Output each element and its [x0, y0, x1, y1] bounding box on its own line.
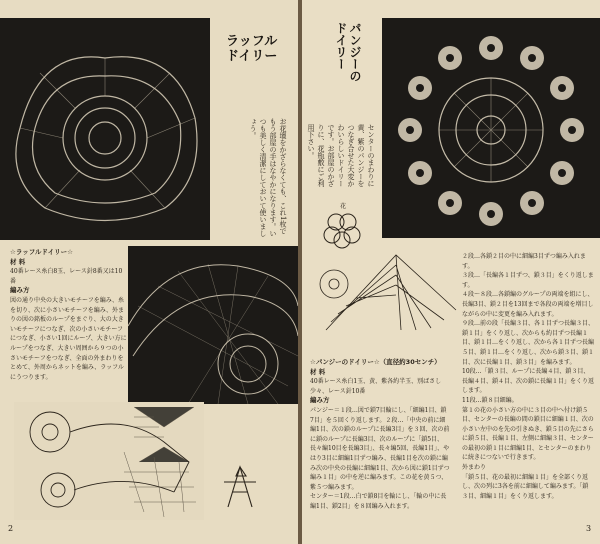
ruffle-doily-closeup-photo: [128, 246, 298, 404]
pansy-materials-text: 40番レース糸白1玉、黄、紫各約半玉、別ばさし少々、レース針10番: [310, 378, 442, 395]
materials-text: 40番レース糸白8玉、レース針8番又は10番: [10, 268, 123, 285]
pansy-doily-heading: ☆パンジーのドイリー☆（直径約30センチ）: [310, 358, 441, 366]
ruffle-doily-photo: [0, 18, 210, 240]
flower-label: 花: [340, 203, 347, 210]
ruffle-doily-title: ラッフル ドイリー: [226, 34, 278, 64]
right-page-number: 3: [586, 524, 592, 533]
pansy-flower-diagram: [322, 210, 362, 250]
pansy-doily-instructions-col2: [462, 252, 594, 520]
pansy-doily-title: パンジーの ドイリー: [334, 22, 362, 82]
ruffle-doily-instructions: [10, 248, 128, 388]
ruffle-doily-caption: お花壇をかざらなくても、これ1枚でもう部屋の手はなやかになります。いつも美しく清潔にしておいて使いましょう。: [249, 118, 287, 237]
materials-label: 材 料: [10, 257, 26, 266]
pansy-doily-instructions-col1: [310, 358, 450, 534]
pansy-method-col2: ２段…各鎖２目の中に細編3目ずつ編み入れます。 ３段…「長編各１目ずつ、鎖３目」をくり返します。 ４段～８段…各鎖編のグループの両端を組にし、長編3目、鎖２目を13回まで各段の両端を増目しながらの中に変更を編み入れます。 ９段…前の段「長編３目、各１目ずつ長編３目、鎖１目」をくり返し、次からも約目ずつ長編１目、鎖１目…をくり返し、次から各１目ずつ長編５目、鎖１目…をくり返し、次から鎖３目、鎖１目、次に長編１目、鎖３目」を編みます。 10段…「鎖３目、ループに長編４目、鎖３目、長編４目、鎖４目、次の鎖に長編１目」をくり返します。 11段…鎖８目細編。 第１の花の小さい方の中に３目の中へ付け鎖５目、センターの長編の間の鎖目に細編１目、次の小さい左中のを先の引きぬき、鎖５目の先にさらに鎖５目、長編１目、左側に細編３目、センターの最初の鎖１目に細編1目、とセンターのまわりに続きにつないで行きます。 外まわり 「鎖５目、花の最初に細編１目」を全部くり返し、次の列に3各を前に細編して編みます。「鎖３目、細編１目」をくり返します。: [462, 253, 594, 500]
pansy-method-label: 編み方: [310, 396, 330, 405]
pansy-doily-photo: [382, 18, 600, 238]
left-page-number: 2: [8, 524, 14, 533]
method-label: 編み方: [10, 286, 30, 295]
left-page: [0, 0, 298, 544]
right-page: [302, 0, 600, 544]
pansy-chart-diagram: [316, 250, 460, 336]
pansy-method-col1: パンジー＝１段…図で鎖7目輪にし、「細編1目、鎖7目」を５回くり返します。２段…「中央の前に細編1目、次の鎖のループに長編3目」を３回、次の前に鎖のループに長編3目、次のループに「鎖5目、長々編10目を長編3目」、長々編5回、長編1目」、やはり3目に細編1目ずつ編み、長編1目を次の鎖に編み次の中央の長編に細編1目、次から図に鎖1目ずつ編み１目」の中を逆に編みます。この花を黄５つ、紫５つ編みます。 センター＝1段…白で鎖8目を輪にし、「輪の中に長編1目、鎖2目」を８回編み入れます。: [310, 406, 450, 510]
method-text: 図の通り中央の大きいモチーフを編み、糸を切り、次に小さいモチーフを編み、外まりの図の銘板のループをまぐり、大の大きいモチーフにつなぎ、次の小さいモチーフにつなぎ、小さい1回にループ、大きい方にループをつなぎ、大きい周囲から９つの小さいモチーフをつなぎ、全面の外まわりをとめて、外周からネットを編み、ラッフルにうつります。: [10, 296, 127, 381]
pansy-doily-caption: センターのまわりに黄、紫のパンジーをつなぎ合せた大変かわいらしいドイリーです。お部屋のかざりに、花瓶敷にご利用下さい。: [307, 124, 375, 187]
pansy-materials-label: 材 料: [310, 367, 326, 376]
ruffle-doily-chart-diagram: [14, 402, 204, 520]
ruffle-doily-heading: ☆ラッフルドイリー☆: [10, 248, 73, 256]
crochet-stitch-symbol: [218, 462, 262, 512]
